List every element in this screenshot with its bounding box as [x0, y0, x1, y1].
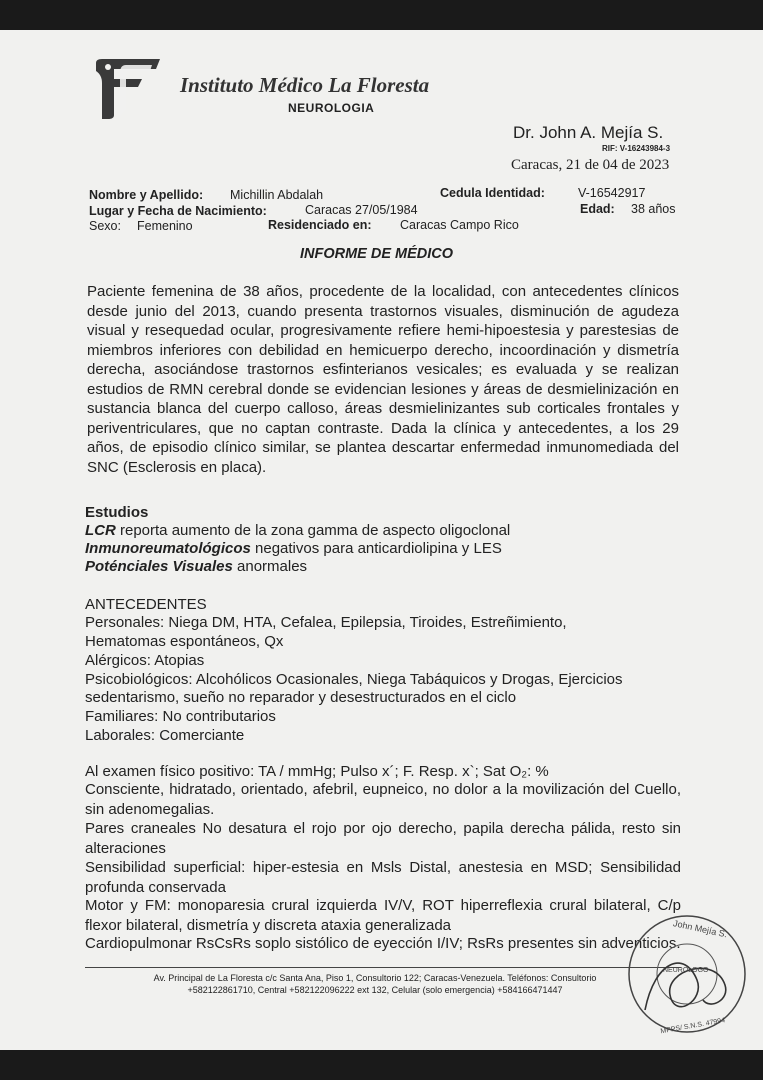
- studies-heading: Estudios: [85, 504, 149, 521]
- doctor-rif: RIF: V-16243984-3: [602, 144, 671, 153]
- exam-cardiopulmonary: Cardiopulmonar RsCsRs soplo sistólico de eyección I/IV; RsRs presentes sin adventicios.: [85, 935, 681, 952]
- history-psychobiological-cont: sedentarismo, sueño no reparador y desestructurados en el ciclo: [85, 689, 517, 706]
- clinical-summary: Paciente femenina de 38 años, procedente de la localidad, con antecedentes clínicos desde junio del 2013, cuando presenta trastornos visuales, disminución de agudeza visual y resequedad ocular, progresivamente refiere hemi-hipoestesia y parestesias de miembros inferiores con debilidad en hemicuerpo derecho, incoordinación y dismetría derecha, asociándose trastornos esfinterianos vesicales; es evaluada y se realizan estudios de RMN cerebral donde se evidencian lesiones y áreas de desmielinización en sustancia blanca del cuerpo calloso, áreas desmielinizantes sub corticales frontales y periventriculares, que no captan contraste. Dada la clínica y antecedentes, a los 29 años, de episodio clínico similar, se plantea descartar enfermedad inmunomediada del SNC (Esclerosis en placa).: [87, 283, 679, 476]
- institution-name: Instituto Médico La Floresta: [180, 73, 430, 97]
- id-label: Cedula Identidad:: [440, 186, 545, 200]
- name-label: Nombre y Apellido:: [89, 188, 204, 202]
- department-name: NEUROLOGIA: [288, 101, 375, 115]
- report-title: INFORME DE MÉDICO: [300, 246, 454, 262]
- history-personal-cont: Hematomas espontáneos, Qx: [85, 633, 284, 650]
- age-label: Edad:: [580, 202, 615, 216]
- institute-logo: [92, 57, 164, 121]
- history-psychobiological: Psicobiológicos: Alcohólicos Ocasionales, Niega Tabáquicos y Drogas, Ejercicios: [85, 671, 623, 688]
- doctor-stamp-signature: [615, 900, 755, 1040]
- patient-age: 38 años: [631, 202, 676, 216]
- patient-birth: Caracas 27/05/1984: [305, 203, 418, 217]
- study-item: LCR reporta aumento de la zona gamma de aspecto oligoclonal: [85, 522, 511, 539]
- history-work: Laborales: Comerciante: [85, 727, 245, 744]
- footer-address: Av. Principal de La Floresta c/c Santa Ana, Piso 1, Consultorio 122; Caracas-Venezuela. Teléfonos: Consultorio +582122861710, Central +582122096222 ext 132, Celular (solo emergencia) +584166471447: [153, 973, 597, 995]
- exam-motor: Motor y FM: monoparesia crural izquierda IV/V, ROT hiperreflexia crural bilateral, C/p flexor bilateral, dismetría y discreta ataxia generalizada: [85, 897, 681, 934]
- exam-general: Consciente, hidratado, orientado, afebril, eupneico, no dolor a la movilización del Cuello, sin adenomegalias.: [85, 781, 681, 818]
- birth-label: Lugar y Fecha de Nacimiento:: [89, 204, 267, 218]
- footer-divider: [85, 967, 681, 968]
- patient-name: Michillin Abdalah: [230, 188, 324, 202]
- history-family: Familiares: No contributarios: [85, 708, 276, 725]
- exam-sensibility: Sensibilidad superficial: hiper-estesia en Msls Distal, anestesia en MSD; Sensibilidad profunda conservada: [85, 859, 681, 896]
- patient-residence: Caracas Campo Rico: [400, 218, 519, 232]
- document-page: [0, 30, 763, 1050]
- history-personal: Personales: Niega DM, HTA, Cefalea, Epilepsia, Tiroides, Estreñimiento,: [85, 614, 567, 631]
- exam-cranial: Pares craneales No desatura el rojo por ojo derecho, papila derecha pálida, resto sin alteraciones: [85, 820, 681, 857]
- study-item: Inmunoreumatológicos negativos para anticardiolipina y LES: [85, 540, 502, 557]
- sex-label: Sexo:: [89, 219, 121, 233]
- svg-text:NEUROLOGO: NEUROLOGO: [663, 967, 709, 974]
- patient-sex: Femenino: [137, 219, 193, 233]
- history-heading: ANTECEDENTES: [85, 596, 207, 613]
- svg-text:John Mejía S.: John Mejía S.: [672, 918, 729, 940]
- report-date: Caracas, 21 de 04 de 2023: [511, 157, 670, 173]
- doctor-name: Dr. John A. Mejía S.: [513, 123, 664, 142]
- patient-id: V-16542917: [578, 186, 646, 200]
- study-item: Poténciales Visuales anormales: [85, 558, 308, 575]
- exam-vitals: Al examen físico positivo: TA / mmHg; Pulso x´; F. Resp. x`; Sat O₂: %: [85, 763, 549, 780]
- svg-text:MPPS/ S.N.S. 47994: MPPS/ S.N.S. 47994: [660, 1017, 726, 1036]
- residence-label: Residenciado en:: [268, 218, 372, 232]
- history-allergic: Alérgicos: Atopias: [85, 652, 205, 669]
